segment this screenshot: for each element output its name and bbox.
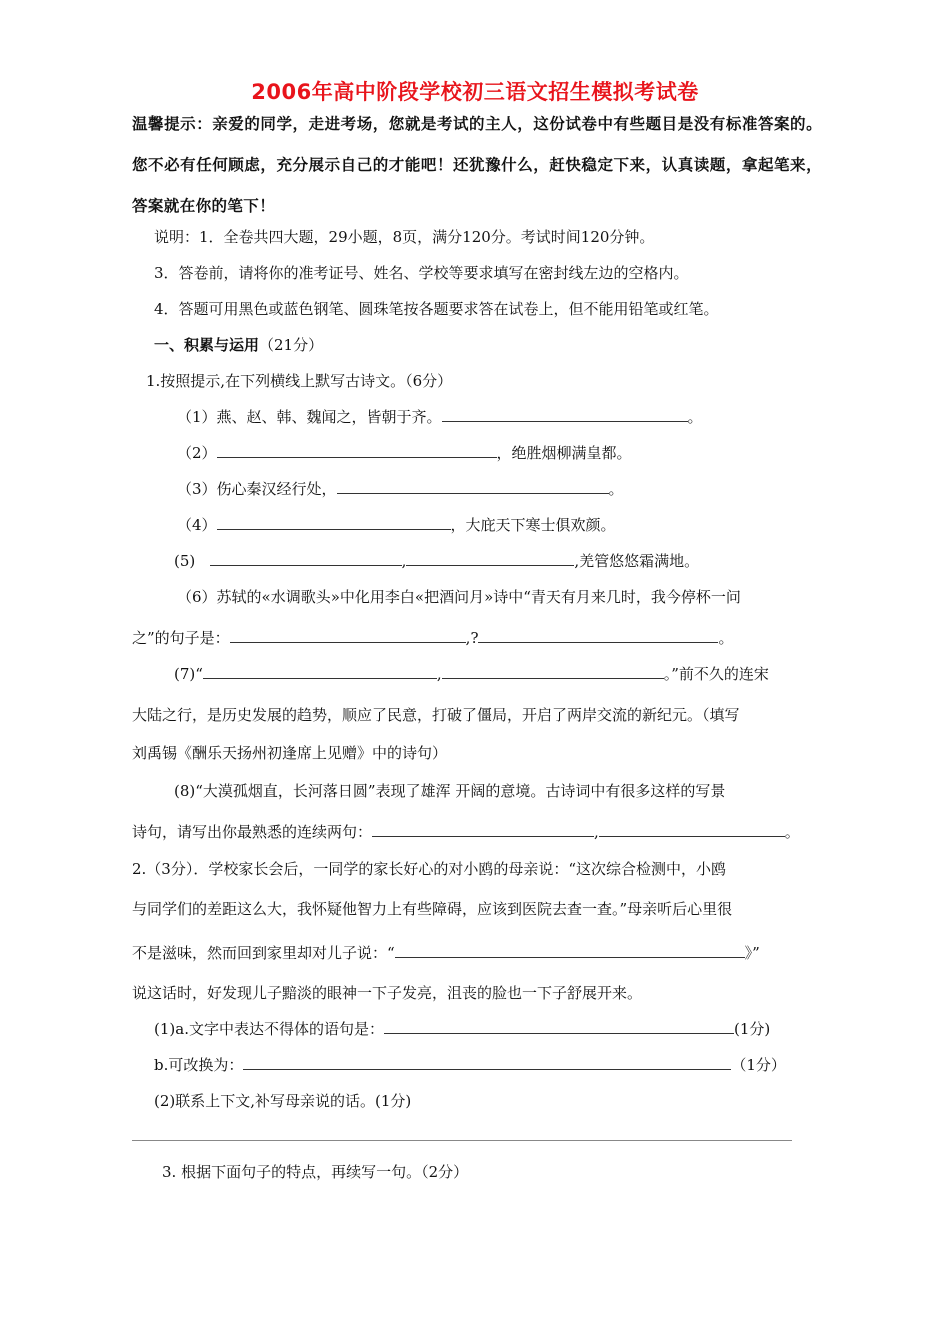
q1-item-2-text: （2）	[177, 444, 217, 462]
q1-item-7-line2: 大陆之行，是历史发展的趋势，顺应了民意，打破了僵局，开启了两岸交流的新纪元。（填写	[132, 706, 740, 724]
answer-blank[interactable]	[442, 406, 688, 422]
q2-part-a	[154, 1018, 770, 1040]
q1-item-4-end: ，大庇天下寒士俱欢颜。	[450, 516, 616, 534]
q1-item-8-end: 。	[784, 823, 800, 841]
q2-part-a-text: (1)a.文字中表达不得体的语句是：	[154, 1020, 384, 1038]
answer-line[interactable]	[132, 1140, 792, 1141]
answer-blank[interactable]	[243, 1054, 731, 1070]
q1-item-5	[174, 550, 699, 572]
answer-blank[interactable]	[217, 514, 451, 530]
q1-item-7-line3: 刘禹锡《酬乐天扬州初逢席上见赠》中的诗句）	[132, 744, 448, 762]
answer-blank[interactable]	[372, 821, 594, 837]
q2-part-b-score: （1分）	[731, 1056, 786, 1074]
q1-item-3-text: （3）伤心秦汉经行处，	[177, 480, 337, 498]
q1-item-7-end: 。”前不久的连宋	[663, 665, 769, 683]
q1-item-1	[177, 406, 703, 428]
q2-line3-end: 》”	[744, 944, 760, 962]
q2-line1: 2.（3分）．学校家长会后，一同学的家长好心的对小鸥的母亲说：“这次综合检测中，小鸥	[132, 860, 727, 878]
q1-item-8-line2	[132, 821, 800, 843]
q1-item-5-end: ,羌管悠悠霜满地。	[574, 552, 700, 570]
section-1-heading	[154, 334, 323, 356]
q1-item-2	[177, 442, 632, 464]
q2-line3-text: 不是滋味，然而回到家里却对儿子说：“	[132, 944, 395, 962]
note-3: 3．答卷前，请将你的准考证号、姓名、学校等要求填写在密封线左边的空格内。	[154, 264, 689, 282]
answer-blank[interactable]	[599, 821, 785, 837]
q3-stem: 3. 根据下面句子的特点，再续写一句。（2分）	[162, 1163, 469, 1181]
q1-item-3	[177, 478, 624, 500]
section-1-score: （21分）	[259, 336, 324, 354]
note-4: 4．答题可用黑色或蓝色钢笔、圆珠笔按各题要求答在试卷上，但不能用铅笔或红笔。	[154, 300, 719, 318]
q1-item-1-end: 。	[687, 408, 703, 426]
warm-tip: 温馨提示：亲爱的同学，走进考场，您就是考试的主人，这份试卷中有些题目是没有标准答案的。您不必有任何顾虑，充分展示自己的才能吧！还犹豫什么，赶快稳定下来，认真读题，拿起笔来，答案就在你的笔下！	[132, 115, 822, 215]
answer-blank[interactable]	[210, 550, 402, 566]
q1-item-6-line2	[132, 627, 734, 649]
q2-part-a-score: (1分)	[733, 1020, 771, 1038]
q1-item-1-text: （1）燕、赵、韩、魏闻之，皆朝于齐。	[177, 408, 442, 426]
q1-item-5-comma: ,	[401, 552, 407, 570]
q1-stem: 1.按照提示,在下列横线上默写古诗文。（6分）	[146, 372, 453, 390]
q1-item-8-comma: ,	[594, 823, 599, 841]
q1-item-7-comma: ,	[436, 665, 442, 683]
q2-line4: 说这话时，好发现儿子黯淡的眼神一下子发亮，沮丧的脸也一下子舒展开来。	[132, 984, 643, 1002]
q1-item-4-text: （4）	[177, 516, 217, 534]
q2-part-b	[154, 1054, 786, 1076]
q1-item-6-text: 之”的句子是：	[132, 629, 230, 647]
q2-part-b-text: b.可改换为：	[154, 1056, 244, 1074]
answer-blank[interactable]	[406, 550, 574, 566]
q2-line2: 与同学们的差距这么大，我怀疑他智力上有些障碍，应该到医院去查一查。”母亲听后心里很	[132, 900, 733, 918]
note-1: 说明：1．全卷共四大题，29小题，8页，满分120分。考试时间120分钟。	[154, 228, 655, 246]
q1-item-3-end: 。	[608, 480, 624, 498]
q1-item-2-end: ，绝胜烟柳满皇都。	[496, 444, 632, 462]
answer-blank[interactable]	[337, 478, 609, 494]
q1-item-8-line1: (8)“大漠孤烟直，长河落日圆”表现了雄浑 开阔的意境。古诗词中有很多这样的写景	[174, 782, 726, 800]
q1-item-6-line1: （6）苏轼的«水调歌头»中化用李白«把酒问月»诗中“青天有月来几时，我今停杯一问	[177, 588, 741, 606]
section-1-title: 一、积累与运用	[154, 336, 260, 354]
answer-blank[interactable]	[203, 663, 437, 679]
q1-item-5-text: (5)	[174, 552, 196, 570]
q1-item-6-end: 。	[718, 629, 734, 647]
answer-blank[interactable]	[217, 442, 497, 458]
answer-blank[interactable]	[478, 627, 718, 643]
q2-part-2: (2)联系上下文,补写母亲说的话。(1分)	[154, 1092, 412, 1110]
q2-line3	[132, 942, 760, 964]
q1-item-4	[177, 514, 616, 536]
q1-item-8-text: 诗句，请写出你最熟悉的连续两句：	[132, 823, 373, 841]
answer-blank[interactable]	[384, 1018, 734, 1034]
answer-blank[interactable]	[230, 627, 466, 643]
q1-item-6-mid: ,?	[465, 629, 479, 647]
exam-title: 2006年高中阶段学校初三语文招生模拟考试卷	[251, 80, 699, 104]
answer-blank[interactable]	[442, 663, 664, 679]
answer-blank[interactable]	[395, 942, 745, 958]
q1-item-7-text: (7)“	[174, 665, 203, 683]
q1-item-7-line1	[174, 663, 769, 685]
